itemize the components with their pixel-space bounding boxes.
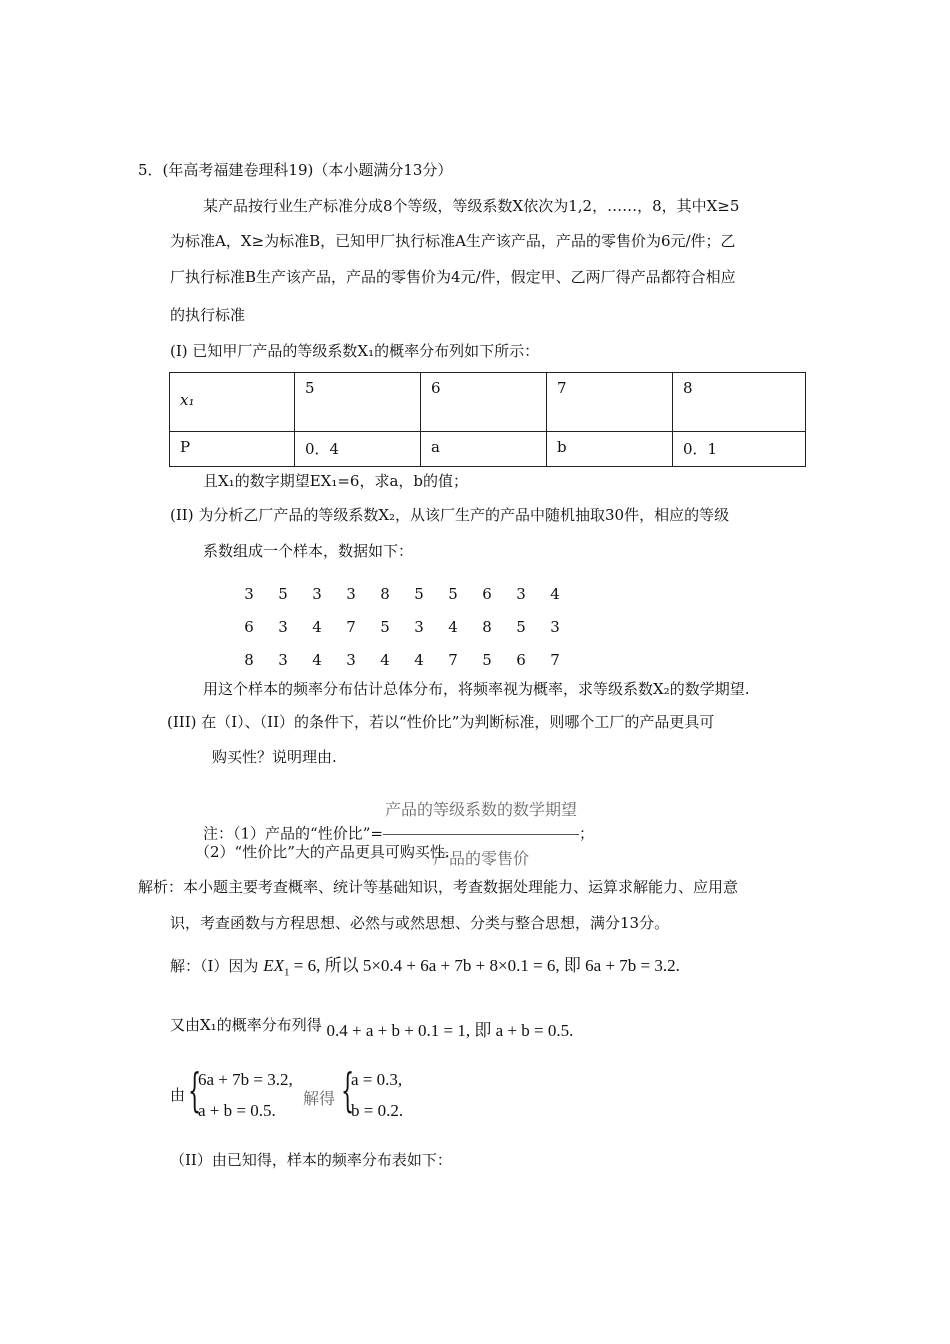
table-cell: 4 [448,617,458,636]
part1-intro: (I) 已知甲厂产品的等级系数X₁的概率分布列如下所示： [170,342,540,360]
table-cell: 8 [244,650,254,669]
table-cell: 0．4 [295,432,421,467]
solution-step-1 [170,952,680,986]
table-cell: 3 [244,584,254,603]
analysis-line-1: 解析：本小题主要考查概率、统计等基础知识，考查数据处理能力、运算求解能力、应用意 [138,878,739,896]
table-cell-x-label: x₁ [170,373,295,432]
ex-symbol: EX [263,956,284,975]
system-prefix: 由 [170,1086,186,1104]
table-cell-p-label: P [170,432,295,467]
ex-subscript: 1 [284,966,290,979]
table-cell: 4 [414,650,424,669]
solve-label: 解得 [303,1089,336,1108]
table-cell: 4 [312,617,322,636]
table-cell: 7 [547,373,673,432]
table-cell: 5 [295,373,421,432]
table-row [232,577,572,610]
table-row [232,643,572,676]
sample-data-table [232,577,572,676]
table-cell: 3 [278,617,288,636]
table-cell: 4 [550,584,560,603]
stem-line-4: 的执行标准 [170,306,246,324]
table-cell: 7 [346,617,356,636]
problem-header: 5．(年高考福建卷理科19)（本小题满分13分） [138,161,453,179]
stem-line-2: 为标准A，X≥为标准B，已知甲厂执行标准A生产该产品，产品的零售价为6元/件；乙 [170,232,736,250]
table-cell: 5 [278,584,288,603]
note-1 [203,788,594,881]
table-cell: 7 [448,650,458,669]
equation-rest: = 6, 所以 5×0.4 + 6a + 7b + 8×0.1 = 6, 即 6a + 7b = 3.2. [289,956,680,975]
table-cell: 0．1 [673,432,806,467]
part2-line-1: (II) 为分析乙厂产品的等级系数X₂，从该厂生产的产品中随机抽取30件，相应的等级 [170,506,730,524]
table-cell: b [547,432,673,467]
table-cell: 5 [380,617,390,636]
note-prefix: 注：（1）产品的“性价比”= [203,824,383,843]
value-ratio-fraction [383,788,579,881]
table-cell: 4 [312,650,322,669]
table-cell: 5 [516,617,526,636]
part2-ask: 用这个样本的频率分布估计总体分布，将频率视为概率，求等级系数X₂的数学期望. [203,680,750,698]
stem-line-1: 某产品按行业生产标准分成8个等级，等级系数X依次为1,2，……，8，其中X≥5 [203,197,740,215]
solution-step-2-prefix: 又由X₁的概率分布列得 [170,1016,322,1034]
table-cell: 6 [516,650,526,669]
table-cell: 8 [482,617,492,636]
system-eq-2: a + b = 0.5. [198,1101,276,1120]
part3-line-2: 购买性？说明理由. [212,748,337,766]
note-suffix: ； [578,824,594,843]
solution-step-2 [170,1010,573,1040]
table-cell: a [421,432,547,467]
table-row [232,610,572,643]
table-row [170,373,806,432]
table-cell: 5 [482,650,492,669]
part3-line-1: (III) 在（I）、（II）的条件下，若以“性价比”为判断标准，则哪个工厂的产品更具可 [167,713,715,731]
analysis-line-2: 识，考查函数与方程思想、必然与或然思想、分类与整合思想，满分13分。 [170,914,670,932]
table-cell: 6 [482,584,492,603]
table-cell: 6 [244,617,254,636]
fraction-denominator: 产品的零售价 [432,849,529,868]
table-cell: 3 [278,650,288,669]
note-2: （2）“性价比”大的产品更具可购买性. [195,843,450,861]
left-brace-1: { [188,1063,202,1117]
solution-step-1-prefix: 解：（I）因为 [170,957,259,975]
table-row [170,432,806,467]
solution-step-2-equation: 0.4 + a + b + 0.1 = 1, 即 a + b = 0.5. [326,1021,574,1040]
solution-step-1-equation [263,956,680,979]
table-cell: 4 [380,650,390,669]
table-cell: 5 [414,584,424,603]
solution-b: b = 0.2. [351,1101,404,1120]
fraction-numerator: 产品的等级系数的数学期望 [383,788,579,835]
distribution-table [169,372,806,467]
part2-line-2: 系数组成一个样本，数据如下： [203,542,414,560]
part2-solution-intro: （II）由已知得，样本的频率分布表如下： [170,1151,452,1169]
table-cell: 3 [346,650,356,669]
table-cell: 8 [673,373,806,432]
table-cell: 3 [550,617,560,636]
table-cell: 3 [414,617,424,636]
table-cell: 5 [448,584,458,603]
table-cell: 7 [550,650,560,669]
table-cell: 3 [312,584,322,603]
stem-line-3: 厂执行标准B生产该产品，产品的零售价为4元/件，假定甲、乙两厂得产品都符合相应 [170,268,736,286]
left-brace-2: { [341,1063,355,1117]
table-cell: 8 [380,584,390,603]
solution-a: a = 0.3, [351,1070,403,1089]
system-eq-1: 6a + 7b = 3.2, [198,1070,293,1089]
table-cell: 6 [421,373,547,432]
table-cell: 3 [346,584,356,603]
part1-ask: 且X₁的数字期望EX₁=6，求a，b的值； [203,472,468,490]
table-cell: 3 [516,584,526,603]
